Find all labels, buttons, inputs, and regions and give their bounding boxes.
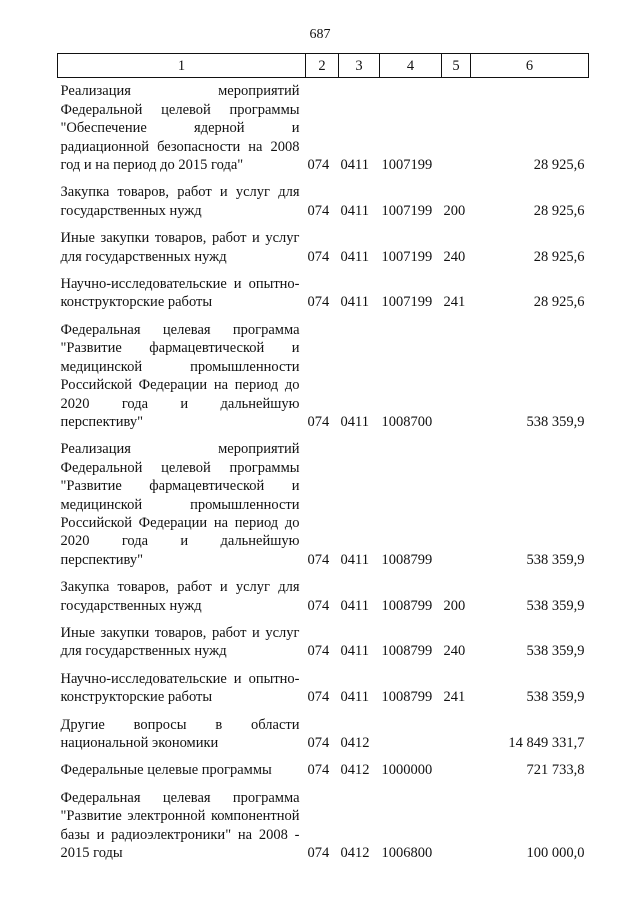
row-section-code: 0411 — [340, 294, 369, 311]
row-ministry-code: 074 — [307, 762, 330, 779]
row-expense-type: 240 — [443, 643, 466, 660]
header-col-2: 2 — [306, 54, 339, 78]
table-row — [58, 440, 589, 578]
table-header-row — [58, 54, 589, 78]
row-amount: 538 359,9 — [526, 413, 585, 430]
row-section-code: 0412 — [340, 845, 370, 862]
row-section-code: 0411 — [340, 643, 369, 660]
row-ministry-code: 074 — [307, 845, 330, 862]
row-ministry-code: 074 — [307, 643, 330, 660]
row-expense-type — [442, 440, 471, 578]
budget-table — [57, 53, 589, 871]
table-row — [58, 578, 589, 624]
row-target-code: 1008700 — [381, 413, 433, 430]
row-amount: 721 733,8 — [526, 762, 585, 779]
table-row — [58, 183, 589, 229]
row-name: Научно-исследовательские и опытно-конструкторские работы — [60, 670, 300, 706]
row-target-code: 1007199 — [381, 202, 433, 219]
row-expense-type: 241 — [443, 689, 466, 706]
row-section-code: 0411 — [340, 202, 369, 219]
table-row — [58, 716, 589, 762]
row-amount: 538 359,9 — [526, 689, 585, 706]
row-expense-type — [442, 789, 471, 872]
row-target-code: 1007199 — [381, 294, 433, 311]
row-section-code: 0411 — [340, 551, 369, 568]
row-section-code: 0411 — [340, 157, 369, 174]
row-ministry-code: 074 — [307, 551, 330, 568]
table-row — [58, 761, 589, 788]
page-number: 687 — [309, 27, 331, 42]
row-target-code: 1008799 — [381, 597, 433, 614]
header-col-5: 5 — [442, 54, 471, 78]
row-target-code: 1000000 — [381, 762, 433, 779]
table-row — [58, 321, 589, 440]
table-row — [58, 275, 589, 321]
row-amount: 28 925,6 — [533, 248, 585, 265]
row-amount: 28 925,6 — [533, 157, 585, 174]
row-expense-type: 200 — [443, 597, 466, 614]
row-name: Закупка товаров, работ и услуг для государственных нужд — [60, 184, 300, 219]
row-section-code: 0412 — [340, 735, 370, 751]
row-ministry-code: 074 — [307, 202, 330, 219]
row-name: Федеральная целевая программа "Развитие электронной компонентной базы и радиоэлектроники" на 2008 - 2015 годы — [60, 789, 300, 862]
row-name: Научно-исследовательские и опытно-конструкторские работы — [60, 276, 300, 311]
row-expense-type — [442, 321, 471, 440]
header-col-3: 3 — [339, 54, 380, 78]
row-expense-type: 240 — [443, 248, 466, 265]
row-target-code: 1006800 — [381, 845, 433, 862]
row-expense-type — [442, 78, 471, 184]
row-target-code: 1008799 — [381, 689, 433, 706]
row-amount: 538 359,9 — [526, 643, 585, 660]
row-section-code: 0411 — [340, 248, 369, 265]
table-row — [58, 229, 589, 275]
row-expense-type — [442, 761, 471, 788]
row-ministry-code: 074 — [307, 413, 330, 430]
row-name: Федеральная целевая программа "Развитие фармацевтической и медицинской промышленности Российской Федерации на период до 2020 года и дальнейшую перспективу" — [60, 321, 300, 430]
row-name: Другие вопросы в области национальной экономики — [60, 716, 300, 751]
row-section-code: 0411 — [340, 413, 369, 430]
row-target-code: 1008799 — [381, 643, 433, 660]
row-section-code: 0412 — [340, 762, 370, 779]
row-ministry-code: 074 — [307, 735, 330, 751]
row-amount: 14 849 331,7 — [508, 735, 585, 751]
row-target-code: 1007199 — [381, 248, 433, 265]
row-name: Реализация мероприятий Федеральной целевой программы "Развитие фармацевтической и медицинской промышленности Российской Федерации на период до 2020 года и дальнейшую перспективу" — [60, 441, 300, 568]
row-amount: 28 925,6 — [533, 294, 585, 311]
row-target-code: 1008799 — [381, 551, 433, 568]
row-section-code: 0411 — [340, 689, 369, 706]
row-amount: 28 925,6 — [533, 202, 585, 219]
row-amount: 538 359,9 — [526, 551, 585, 568]
row-expense-type — [442, 716, 471, 762]
table-row — [58, 78, 589, 184]
header-col-6: 6 — [471, 54, 589, 78]
row-ministry-code: 074 — [307, 597, 330, 614]
row-name: Иные закупки товаров, работ и услуг для государственных нужд — [60, 624, 300, 660]
row-section-code: 0411 — [340, 597, 369, 614]
header-col-1: 1 — [58, 54, 306, 78]
row-expense-type: 200 — [443, 202, 466, 219]
row-ministry-code: 074 — [307, 157, 330, 174]
row-expense-type: 241 — [443, 294, 466, 311]
row-amount: 100 000,0 — [526, 845, 585, 862]
row-name: Закупка товаров, работ и услуг для государственных нужд — [60, 579, 300, 614]
row-name: Иные закупки товаров, работ и услуг для государственных нужд — [60, 230, 300, 265]
row-target-code: 1007199 — [381, 157, 433, 174]
row-ministry-code: 074 — [307, 294, 330, 311]
table-row — [58, 624, 589, 670]
row-name: Реализация мероприятий Федеральной целевой программы "Обеспечение ядерной и радиационной безопасности на 2008 год и на период до 2015 года" — [60, 83, 300, 174]
row-ministry-code: 074 — [307, 248, 330, 265]
row-amount: 538 359,9 — [526, 597, 585, 614]
header-col-4: 4 — [380, 54, 442, 78]
row-name: Федеральные целевые программы — [60, 762, 272, 779]
table-row — [58, 670, 589, 716]
table-row — [58, 789, 589, 872]
row-target-code — [380, 716, 442, 762]
row-ministry-code: 074 — [307, 689, 330, 706]
